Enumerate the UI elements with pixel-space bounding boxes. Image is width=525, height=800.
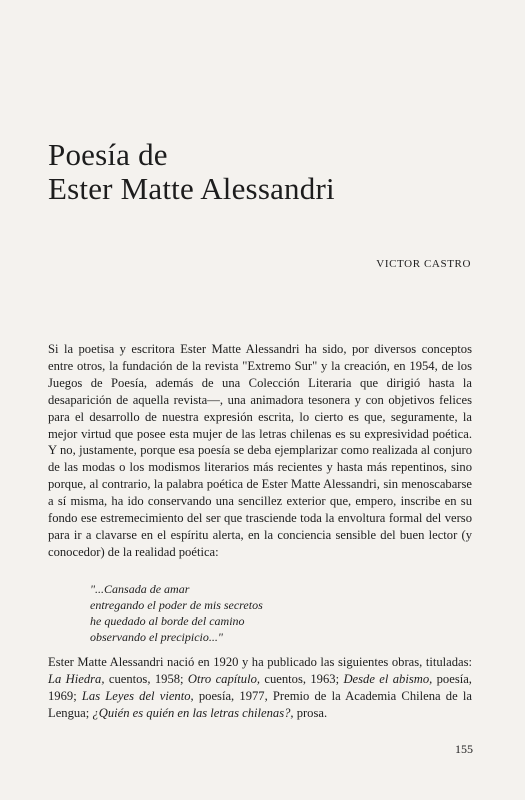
work-detail-3: poesía, 1969; [48, 672, 472, 703]
title-line-1: Poesía de [48, 137, 168, 172]
verse-line-2: entregando el poder de mis secretos [90, 598, 263, 612]
paragraph-1: Si la poetisa y escritora Ester Matte Alessandri ha sido, por diversos conceptos entre otros, la fundación de la revista "Extremo Sur" y la creación, en 1954, de los Juegos de Poesía, además de una Colección Literaria que dirigió hasta la desaparición de aquella revista—, una animadora tesonera y con objetivos felices para el desarrollo de nuestra expresión escrita, lo cierto es que, seguramente, la mejor virtud que posee esta mujer de las letras chilenas es su expresividad poética. Y no, justamente, porque esa poesía se deba ejemplarizar como realizada al conjuro de las modas o los modismos literarios más recientes y hasta más repentinos, sino porque, al contrario, la palabra poética de Ester Matte Alessandri, sin menoscabarse a sí misma, ha ido conservando una sencillez exterior que, empero, inscribe en su fondo ese estremecimiento del ser que trasciende toda la envoltura formal del verso para ir a clavarse en el espíritu alerta, en la conciencia sensible del buen lector (y conocedor) de la realidad poética: [48, 342, 472, 559]
title-line-2: Ester Matte Alessandri [48, 171, 335, 206]
work-title-3: Desde el abismo, [343, 672, 433, 686]
verse-line-3: he quedado al borde del camino [90, 614, 245, 628]
author-name: VICTOR CASTRO [376, 258, 471, 270]
article-title [48, 138, 335, 206]
paragraph-2 [48, 654, 472, 722]
work-title-4: Las Leyes del viento, [81, 689, 194, 703]
page-number: 155 [455, 742, 473, 756]
work-detail-4: poesía, 1977, Premio de la Academia Chilena de la Lengua; [48, 689, 472, 720]
work-detail-2: cuentos, 1963; [260, 672, 344, 686]
verse-line-4: observando el precipicio..." [90, 630, 223, 644]
work-title-5: ¿Quién es quién en las letras chilenas?, [92, 706, 294, 720]
work-title-2: Otro capítulo, [187, 672, 261, 686]
verse-quote [90, 581, 263, 645]
work-title-1: La Hiedra, [48, 672, 105, 686]
paragraph-2-intro: Ester Matte Alessandri nació en 1920 y ha publicado las siguientes obras, tituladas: [48, 655, 472, 669]
verse-line-1: "...Cansada de amar [90, 582, 190, 596]
work-detail-1: cuentos, 1958; [104, 672, 188, 686]
work-detail-5: prosa. [293, 706, 328, 720]
